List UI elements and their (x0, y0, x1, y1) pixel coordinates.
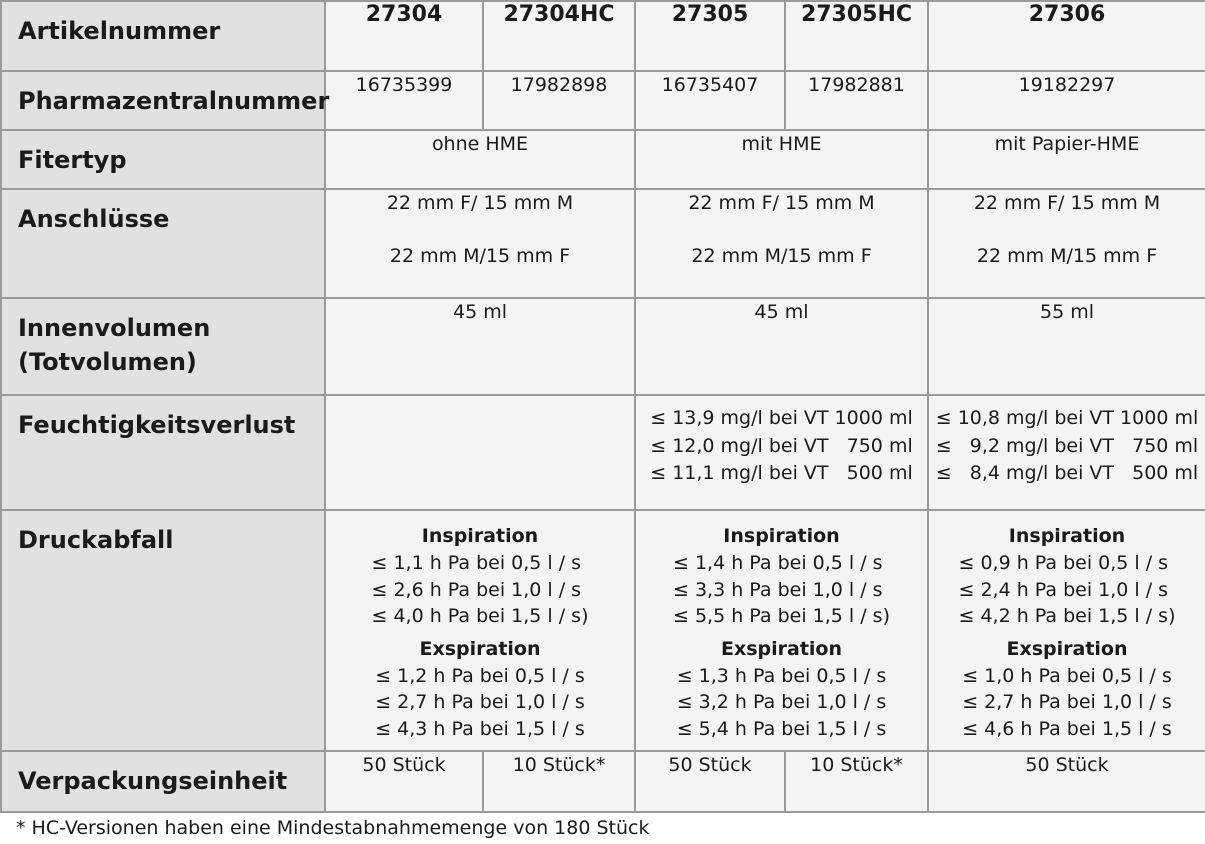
expiration-heading: Exspiration (1006, 637, 1128, 660)
row-label-article-number: Artikelnummer (1, 1, 325, 71)
row-moisture-loss (1, 395, 1205, 510)
packaging-cell: 50 Stück (928, 751, 1205, 812)
pressure-cell (928, 510, 1205, 751)
inspiration-heading: Inspiration (421, 525, 539, 547)
pressure-line: ≤ 4,2 h Pa bei 1,5 l / s) (958, 605, 1176, 627)
moisture-line: ≤ 9,2 mg/l bei VT 750 ml (935, 434, 1199, 457)
row-pressure-drop (1, 510, 1205, 751)
connection-line: 22 mm F/ 15 mm M (973, 192, 1161, 214)
connections-cell (928, 189, 1205, 298)
row-label-packaging: Verpackungseinheit (1, 751, 325, 812)
moisture-line: ≤ 8,4 mg/l bei VT 500 ml (935, 462, 1199, 484)
pressure-cell (325, 510, 635, 751)
pressure-line: ≤ 4,0 h Pa bei 1,5 l / s) (371, 605, 589, 627)
moisture-cell (928, 395, 1205, 510)
pressure-line: ≤ 2,7 h Pa bei 1,0 l / s (375, 691, 585, 713)
packaging-cell: 50 Stück (325, 751, 483, 812)
row-label-volume (1, 298, 325, 395)
row-pzn (1, 71, 1205, 130)
row-label-pressure-drop: Druckabfall (1, 510, 325, 751)
pressure-line: ≤ 1,1 h Pa bei 0,5 l / s (371, 552, 582, 574)
pzn-cell: 17982881 (785, 71, 928, 130)
pressure-line: ≤ 1,4 h Pa bei 0,5 l / s (673, 552, 883, 574)
connection-line: 22 mm M/15 mm F (976, 245, 1158, 267)
pressure-line: ≤ 2,4 h Pa bei 1,0 l / s (958, 578, 1169, 601)
article-number-cell: 27305 (635, 1, 785, 71)
packaging-cell: 50 Stück (635, 751, 785, 812)
moisture-line: ≤ 12,0 mg/l bei VT 750 ml (650, 434, 913, 457)
row-packaging (1, 751, 1205, 812)
pressure-line: ≤ 4,6 h Pa bei 1,5 l / s (962, 717, 1172, 740)
moisture-cell-empty (325, 395, 635, 510)
pressure-line: ≤ 3,2 h Pa bei 1,0 l / s (676, 691, 887, 713)
packaging-cell: 10 Stück* (785, 751, 928, 812)
filter-type-cell: mit HME (635, 130, 928, 189)
pressure-line: ≤ 5,5 h Pa bei 1,5 l / s) (673, 605, 890, 627)
row-label-volume-text: Innenvolumen (Totvolumen) (18, 314, 211, 376)
row-label-moisture-loss: Feuchtigkeitsverlust (1, 395, 325, 510)
article-number-cell: 27306 (928, 1, 1205, 71)
pressure-line: ≤ 1,2 h Pa bei 0,5 l / s (375, 664, 585, 687)
footnote: * HC-Versionen haben eine Mindestabnahmemenge von 180 Stück (16, 817, 650, 839)
expiration-heading: Exspiration (419, 637, 541, 660)
article-number-cell: 27304HC (483, 1, 635, 71)
volume-cell: 55 ml (928, 298, 1205, 395)
inspiration-heading: Inspiration (1008, 525, 1126, 547)
pressure-line: ≤ 5,4 h Pa bei 1,5 l / s (676, 717, 887, 740)
expiration-heading: Exspiration (720, 637, 843, 660)
connection-line: 22 mm M/15 mm F (389, 245, 571, 267)
pressure-line: ≤ 1,3 h Pa bei 0,5 l / s (676, 664, 887, 687)
row-label-connections: Anschlüsse (1, 189, 325, 298)
pzn-cell: 17982898 (483, 71, 635, 130)
pressure-line: ≤ 2,7 h Pa bei 1,0 l / s (962, 691, 1172, 713)
pressure-line: ≤ 0,9 h Pa bei 0,5 l / s (958, 552, 1169, 574)
filter-type-cell: ohne HME (325, 130, 635, 189)
moisture-line: ≤ 10,8 mg/l bei VT 1000 ml (935, 407, 1199, 429)
row-article-number (1, 1, 1205, 71)
pressure-line: ≤ 2,6 h Pa bei 1,0 l / s (371, 578, 582, 601)
article-number-cell: 27304 (325, 1, 483, 71)
moisture-line: ≤ 11,1 mg/l bei VT 500 ml (650, 462, 913, 484)
packaging-cell: 10 Stück* (483, 751, 635, 812)
row-label-pzn: Pharmazentralnummer (1, 71, 325, 130)
pressure-cell (635, 510, 928, 751)
pressure-line: ≤ 4,3 h Pa bei 1,5 l / s (375, 717, 585, 740)
connection-line: 22 mm F/ 15 mm M (688, 192, 875, 214)
article-number-cell: 27305HC (785, 1, 928, 71)
row-label-filter-type: Fitertyp (1, 130, 325, 189)
row-filter-type (1, 130, 1205, 189)
row-connections (1, 189, 1205, 298)
row-volume (1, 298, 1205, 395)
volume-cell: 45 ml (325, 298, 635, 395)
pzn-cell: 16735407 (635, 71, 785, 130)
pzn-cell: 19182297 (928, 71, 1205, 130)
filter-type-cell: mit Papier-HME (928, 130, 1205, 189)
moisture-cell (635, 395, 928, 510)
moisture-line: ≤ 13,9 mg/l bei VT 1000 ml (650, 407, 913, 429)
connection-line: 22 mm F/ 15 mm M (386, 192, 574, 214)
pressure-line: ≤ 1,0 h Pa bei 0,5 l / s (962, 664, 1172, 687)
connections-cell (325, 189, 635, 298)
volume-cell: 45 ml (635, 298, 928, 395)
pzn-cell: 16735399 (325, 71, 483, 130)
connection-line: 22 mm M/15 mm F (691, 245, 872, 267)
inspiration-heading: Inspiration (723, 525, 840, 547)
connections-cell (635, 189, 928, 298)
pressure-line: ≤ 3,3 h Pa bei 1,0 l / s (673, 578, 883, 601)
